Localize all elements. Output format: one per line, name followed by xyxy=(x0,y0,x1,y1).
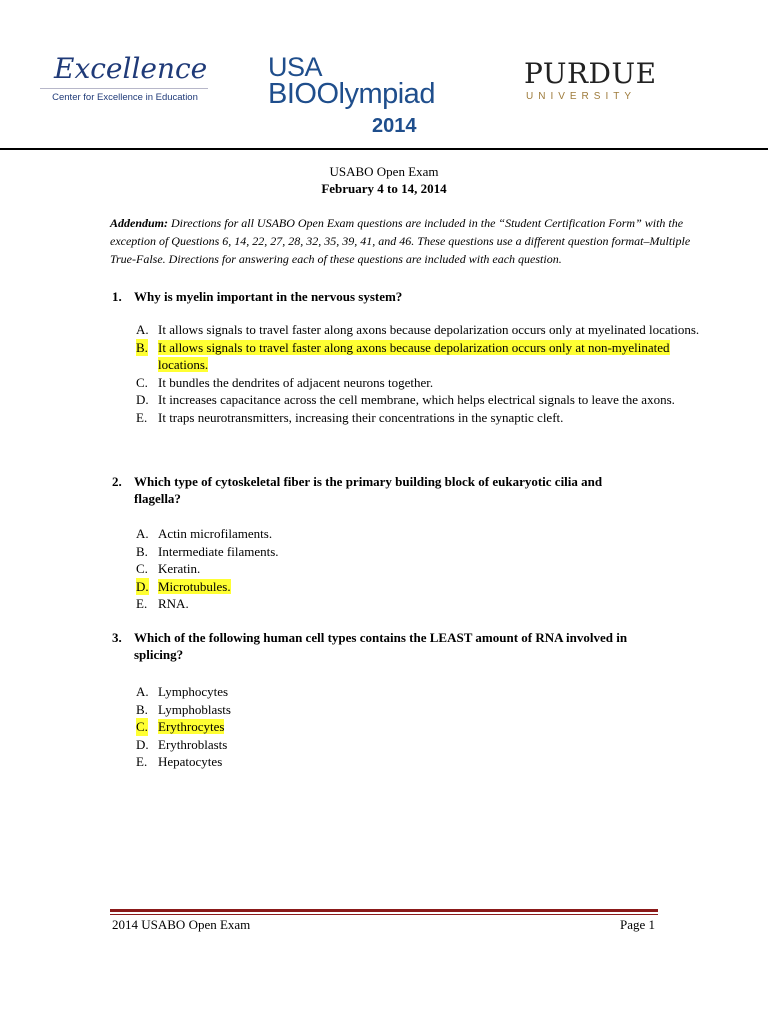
option-2d xyxy=(136,578,706,596)
option-text-highlighted: Erythrocytes xyxy=(158,719,225,734)
option-3a xyxy=(136,683,706,701)
option-letter: D. xyxy=(136,736,149,752)
option-text: Keratin. xyxy=(158,561,201,576)
option-letter: D. xyxy=(136,578,149,594)
option-text: It increases capacitance across the cell membrane, which helps electrical signals to leave the axons. xyxy=(158,392,675,407)
question-text-continued: flagella? xyxy=(134,491,181,506)
option-letter: C. xyxy=(136,561,148,576)
option-2e xyxy=(136,595,706,613)
option-text: Lymphocytes xyxy=(158,684,229,699)
exam-dates: February 4 to 14, 2014 xyxy=(321,181,447,196)
addendum-paragraph xyxy=(110,214,700,268)
usabo-logo-line1: USA xyxy=(268,52,323,82)
option-letter: B. xyxy=(136,701,148,717)
option-text: It bundles the dendrites of adjacent neurons together. xyxy=(158,374,434,390)
option-text: Erythroblasts xyxy=(158,736,228,752)
question-3 xyxy=(112,629,712,663)
question-number: 3. xyxy=(112,630,122,645)
option-text: Lymphoblasts xyxy=(158,701,231,717)
option-1a xyxy=(136,321,706,339)
purdue-logo-name: PURDUE xyxy=(524,57,657,90)
question-3-options xyxy=(136,683,706,771)
question-1-options xyxy=(136,321,706,426)
purdue-logo xyxy=(524,57,660,106)
footer-page-number: Page 1 xyxy=(620,917,656,932)
option-letter: E. xyxy=(136,409,148,425)
excellence-logo-tagline: Center for Excellence in Education xyxy=(52,92,198,103)
header-divider xyxy=(0,148,768,150)
question-text: Why is myelin important in the nervous system? xyxy=(134,289,403,304)
option-1d xyxy=(136,391,706,409)
footer-exam-name: 2014 USABO Open Exam xyxy=(112,917,251,932)
question-text: Which of the following human cell types contains the LEAST amount of RNA involved in xyxy=(134,630,628,645)
exam-title: USABO Open Exam xyxy=(329,164,439,179)
option-letter: E. xyxy=(136,754,148,769)
footer-divider-thin xyxy=(110,914,658,915)
question-2-options xyxy=(136,525,706,613)
option-text: Hepatocytes xyxy=(158,754,223,769)
option-3e xyxy=(136,753,706,771)
question-number: 2. xyxy=(112,474,122,489)
option-text-highlighted: It allows signals to travel faster along axons because depolarization occurs only at non-myelinated locations. xyxy=(158,339,670,372)
option-text: Intermediate filaments. xyxy=(158,543,279,559)
purdue-logo-subtitle: UNIVERSITY xyxy=(526,91,637,102)
option-letter: C. xyxy=(136,374,148,390)
usabo-logo-line2: BIOOlympiad xyxy=(268,78,435,110)
usabo-logo-year: 2014 xyxy=(372,115,417,137)
option-3c xyxy=(136,718,706,736)
excellence-logo-script: Excellence xyxy=(54,52,208,85)
option-2a xyxy=(136,525,706,543)
option-2b xyxy=(136,543,706,561)
addendum-label: Addendum: xyxy=(110,216,169,230)
excellence-logo xyxy=(36,48,212,108)
question-number: 1. xyxy=(112,289,122,304)
option-letter: B. xyxy=(136,543,148,559)
option-letter: A. xyxy=(136,684,149,699)
option-text-highlighted: Microtubules. xyxy=(158,578,231,594)
footer-divider-thick xyxy=(110,909,658,912)
option-letter: B. xyxy=(136,339,148,355)
option-letter: D. xyxy=(136,392,149,407)
option-text: Actin microfilaments. xyxy=(158,526,273,541)
option-letter: A. xyxy=(136,322,149,337)
option-text: It allows signals to travel faster along axons because depolarization occurs only at myelinated locations. xyxy=(158,322,700,337)
option-3d xyxy=(136,736,706,754)
option-letter: A. xyxy=(136,526,149,541)
excellence-logo-rule xyxy=(40,88,208,89)
question-text: Which type of cytoskeletal fiber is the primary building block of eukaryotic cilia and xyxy=(134,474,603,489)
option-letter: C. xyxy=(136,719,148,734)
option-text: RNA. xyxy=(158,596,189,611)
option-3b xyxy=(136,701,706,719)
option-1b xyxy=(136,339,706,374)
addendum-text: Directions for all USABO Open Exam questions are included in the “Student Certification Form” with the exception of Questions 6, 14, 22, 27, 28, 32, 35, 39, 41, and 46. These questions use a different question format–Multiple True-False. Directions for answering each of these questions are included with each question. xyxy=(110,216,691,266)
question-2 xyxy=(112,473,712,507)
question-1 xyxy=(112,288,712,305)
option-2c xyxy=(136,560,706,578)
question-text-continued: splicing? xyxy=(134,647,184,662)
option-letter: E. xyxy=(136,596,148,611)
option-1c xyxy=(136,374,706,392)
option-1e xyxy=(136,409,706,427)
usabo-logo xyxy=(268,54,438,140)
option-text: It traps neurotransmitters, increasing their concentrations in the synaptic cleft. xyxy=(158,409,564,425)
